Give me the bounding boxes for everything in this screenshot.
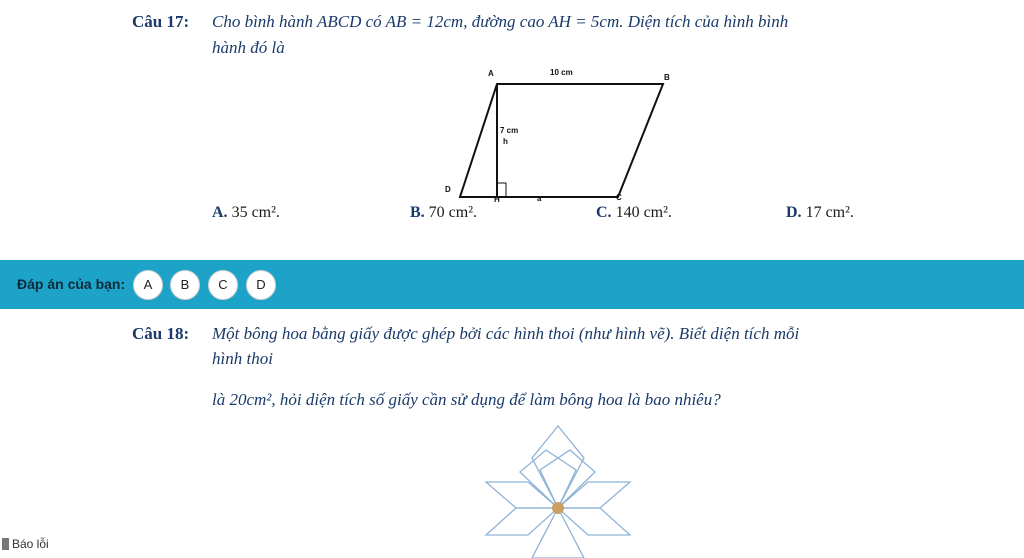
vertex-b: B xyxy=(664,73,670,82)
question-17-text-line1: Cho bình hành ABCD có AB = 12cm, đường cao AH = 5cm. Diện tích của hình bình xyxy=(212,12,789,31)
question-18-text-line3: là 20cm², hỏi diện tích số giấy cần sử dụng để làm bông hoa là bao nhiêu? xyxy=(212,390,721,409)
question-17 xyxy=(0,0,1024,255)
height-length-label: 7 cm xyxy=(500,126,519,135)
vertex-h: H xyxy=(494,195,500,204)
answer-option-d[interactable]: D xyxy=(246,270,276,300)
parallelogram-figure xyxy=(440,62,670,207)
vertex-d: D xyxy=(445,185,451,194)
rhombus-petal xyxy=(486,508,558,535)
rhombus-flower-figure xyxy=(470,420,650,558)
answer-option-b[interactable]: B xyxy=(170,270,200,300)
flag-icon xyxy=(2,538,9,550)
question-18-text-line1: Một bông hoa bằng giấy được ghép bởi các hình thoi (như hình vẽ). Biết diện tích mỗi xyxy=(212,324,800,343)
base-a-label: a xyxy=(537,194,542,203)
answer-bar xyxy=(0,260,1024,309)
choice-c: C. 140 cm². xyxy=(596,204,672,221)
vertex-c: C xyxy=(616,193,622,202)
answer-label: Đáp án của bạn: xyxy=(17,276,126,292)
question-18-text-line2: hình thoi xyxy=(212,349,273,368)
flower-center-icon xyxy=(552,502,564,514)
question-17-label: Câu 17: xyxy=(132,12,190,31)
question-18-label: Câu 18: xyxy=(132,324,190,343)
report-label: Báo lỗi xyxy=(12,537,49,551)
rhombus-petal xyxy=(532,508,584,558)
rhombus-petal xyxy=(558,508,630,535)
answer-option-a[interactable]: A xyxy=(133,270,163,300)
top-length-label: 10 cm xyxy=(550,68,573,77)
rhombus-petal xyxy=(532,426,584,508)
vertex-a: A xyxy=(488,69,494,78)
answer-option-c[interactable]: C xyxy=(208,270,238,300)
parallelogram-shape xyxy=(460,84,663,197)
height-h-label: h xyxy=(503,137,508,146)
choice-b: B. 70 cm². xyxy=(410,204,478,221)
question-17-text-line2: hành đó là xyxy=(212,38,285,57)
report-error-link[interactable] xyxy=(2,537,49,551)
choice-d: D. 17 cm². xyxy=(786,204,854,221)
choice-a: A. 35 cm². xyxy=(212,204,280,221)
